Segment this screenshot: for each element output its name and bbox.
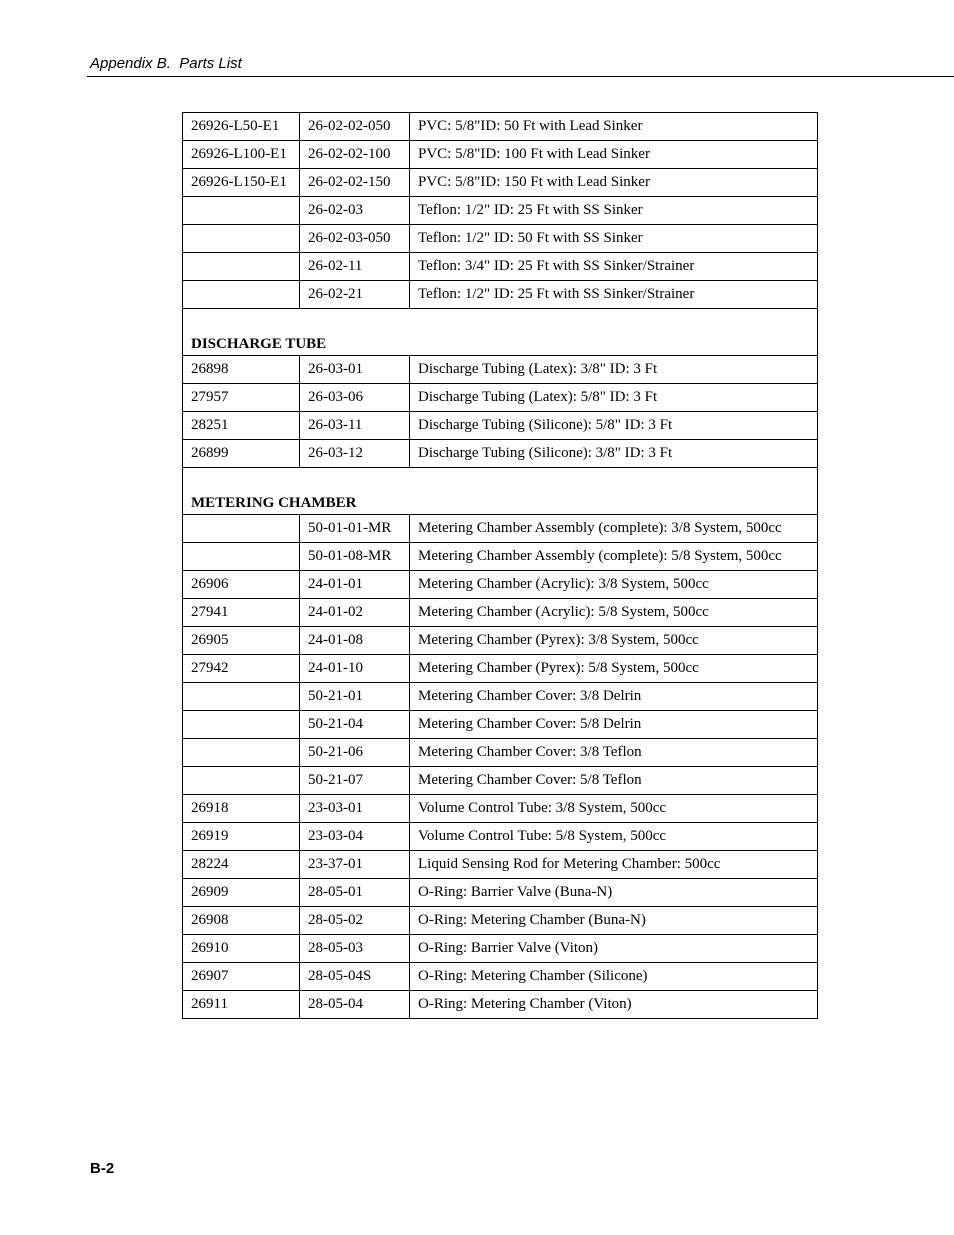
table-row (183, 412, 818, 440)
catalog-number-cell: 50-01-01-MR (300, 515, 410, 543)
description-cell: Metering Chamber (Acrylic): 3/8 System, 500cc (410, 571, 818, 599)
table-row (183, 655, 818, 683)
catalog-number-cell: 28-05-04 (300, 991, 410, 1019)
part-number-cell: 26911 (183, 991, 300, 1019)
table-row (183, 963, 818, 991)
description-cell: O-Ring: Metering Chamber (Silicone) (410, 963, 818, 991)
table-row (183, 711, 818, 739)
catalog-number-cell: 28-05-04S (300, 963, 410, 991)
table-row (183, 384, 818, 412)
catalog-number-cell: 24-01-02 (300, 599, 410, 627)
table-row (183, 253, 818, 281)
description-cell: Discharge Tubing (Silicone): 5/8" ID: 3 Ft (410, 412, 818, 440)
catalog-number-cell: 26-02-03 (300, 197, 410, 225)
catalog-number-cell: 26-03-06 (300, 384, 410, 412)
catalog-number-cell: 26-02-03-050 (300, 225, 410, 253)
catalog-number-cell: 26-02-02-050 (300, 113, 410, 141)
parts-table (182, 112, 818, 1019)
description-cell: Metering Chamber (Acrylic): 5/8 System, 500cc (410, 599, 818, 627)
part-number-cell: 27942 (183, 655, 300, 683)
header-rule (87, 76, 954, 77)
section-heading-row (183, 309, 818, 356)
running-header: Appendix B. Parts List (90, 55, 242, 72)
description-cell: Discharge Tubing (Latex): 5/8" ID: 3 Ft (410, 384, 818, 412)
description-cell: Discharge Tubing (Latex): 3/8" ID: 3 Ft (410, 356, 818, 384)
part-number-cell: 26910 (183, 935, 300, 963)
catalog-number-cell: 23-03-04 (300, 823, 410, 851)
catalog-number-cell: 50-21-01 (300, 683, 410, 711)
catalog-number-cell: 23-03-01 (300, 795, 410, 823)
table-row (183, 440, 818, 468)
table-row (183, 197, 818, 225)
description-cell: Metering Chamber Cover: 3/8 Teflon (410, 739, 818, 767)
table-row (183, 795, 818, 823)
table-row (183, 571, 818, 599)
catalog-number-cell: 26-03-01 (300, 356, 410, 384)
page-number: B-2 (90, 1160, 115, 1177)
part-number-cell: 28224 (183, 851, 300, 879)
description-cell: Metering Chamber (Pyrex): 3/8 System, 500cc (410, 627, 818, 655)
description-cell: Metering Chamber (Pyrex): 5/8 System, 500cc (410, 655, 818, 683)
part-number-cell: 26926-L50-E1 (183, 113, 300, 141)
description-cell: PVC: 5/8"ID: 50 Ft with Lead Sinker (410, 113, 818, 141)
table-row (183, 225, 818, 253)
section-heading: METERING CHAMBER (183, 468, 818, 515)
table-row (183, 113, 818, 141)
catalog-number-cell: 28-05-02 (300, 907, 410, 935)
description-cell: O-Ring: Metering Chamber (Viton) (410, 991, 818, 1019)
part-number-cell: 26926-L100-E1 (183, 141, 300, 169)
table-row (183, 515, 818, 543)
table-row (183, 599, 818, 627)
catalog-number-cell: 26-03-12 (300, 440, 410, 468)
part-number-cell (183, 515, 300, 543)
description-cell: Volume Control Tube: 5/8 System, 500cc (410, 823, 818, 851)
section-heading-row (183, 468, 818, 515)
description-cell: Metering Chamber Cover: 5/8 Teflon (410, 767, 818, 795)
part-number-cell: 26919 (183, 823, 300, 851)
catalog-number-cell: 26-02-11 (300, 253, 410, 281)
part-number-cell: 26899 (183, 440, 300, 468)
part-number-cell: 27941 (183, 599, 300, 627)
catalog-number-cell: 50-21-06 (300, 739, 410, 767)
catalog-number-cell: 24-01-08 (300, 627, 410, 655)
table-row (183, 169, 818, 197)
part-number-cell (183, 543, 300, 571)
part-number-cell (183, 683, 300, 711)
description-cell: PVC: 5/8"ID: 150 Ft with Lead Sinker (410, 169, 818, 197)
part-number-cell: 26909 (183, 879, 300, 907)
description-cell: O-Ring: Barrier Valve (Viton) (410, 935, 818, 963)
description-cell: PVC: 5/8"ID: 100 Ft with Lead Sinker (410, 141, 818, 169)
part-number-cell: 26906 (183, 571, 300, 599)
catalog-number-cell: 23-37-01 (300, 851, 410, 879)
table-row (183, 907, 818, 935)
catalog-number-cell: 24-01-10 (300, 655, 410, 683)
description-cell: Metering Chamber Assembly (complete): 5/8 System, 500cc (410, 543, 818, 571)
table-row (183, 627, 818, 655)
part-number-cell: 26908 (183, 907, 300, 935)
part-number-cell (183, 767, 300, 795)
catalog-number-cell: 26-03-11 (300, 412, 410, 440)
description-cell: Teflon: 1/2" ID: 25 Ft with SS Sinker/Strainer (410, 281, 818, 309)
table-row (183, 683, 818, 711)
description-cell: Teflon: 1/2" ID: 50 Ft with SS Sinker (410, 225, 818, 253)
description-cell: Teflon: 1/2" ID: 25 Ft with SS Sinker (410, 197, 818, 225)
table-row (183, 739, 818, 767)
section-heading: DISCHARGE TUBE (183, 309, 818, 356)
description-cell: Teflon: 3/4" ID: 25 Ft with SS Sinker/Strainer (410, 253, 818, 281)
table-row (183, 356, 818, 384)
part-number-cell (183, 225, 300, 253)
description-cell: O-Ring: Barrier Valve (Buna-N) (410, 879, 818, 907)
catalog-number-cell: 50-21-07 (300, 767, 410, 795)
part-number-cell: 26926-L150-E1 (183, 169, 300, 197)
description-cell: Metering Chamber Cover: 5/8 Delrin (410, 711, 818, 739)
part-number-cell: 27957 (183, 384, 300, 412)
catalog-number-cell: 26-02-02-100 (300, 141, 410, 169)
catalog-number-cell: 50-21-04 (300, 711, 410, 739)
part-number-cell (183, 197, 300, 225)
part-number-cell (183, 711, 300, 739)
parts-table-body (183, 113, 818, 1019)
table-row (183, 141, 818, 169)
part-number-cell: 26898 (183, 356, 300, 384)
description-cell: Discharge Tubing (Silicone): 3/8" ID: 3 Ft (410, 440, 818, 468)
part-number-cell: 26918 (183, 795, 300, 823)
description-cell: O-Ring: Metering Chamber (Buna-N) (410, 907, 818, 935)
part-number-cell: 28251 (183, 412, 300, 440)
catalog-number-cell: 26-02-21 (300, 281, 410, 309)
table-row (183, 767, 818, 795)
table-row (183, 543, 818, 571)
table-row (183, 851, 818, 879)
description-cell: Volume Control Tube: 3/8 System, 500cc (410, 795, 818, 823)
part-number-cell (183, 739, 300, 767)
table-row (183, 281, 818, 309)
catalog-number-cell: 24-01-01 (300, 571, 410, 599)
catalog-number-cell: 28-05-03 (300, 935, 410, 963)
description-cell: Liquid Sensing Rod for Metering Chamber: 500cc (410, 851, 818, 879)
part-number-cell (183, 281, 300, 309)
catalog-number-cell: 28-05-01 (300, 879, 410, 907)
part-number-cell (183, 253, 300, 281)
catalog-number-cell: 26-02-02-150 (300, 169, 410, 197)
part-number-cell: 26905 (183, 627, 300, 655)
table-row (183, 935, 818, 963)
description-cell: Metering Chamber Cover: 3/8 Delrin (410, 683, 818, 711)
table-row (183, 823, 818, 851)
catalog-number-cell: 50-01-08-MR (300, 543, 410, 571)
description-cell: Metering Chamber Assembly (complete): 3/8 System, 500cc (410, 515, 818, 543)
table-row (183, 991, 818, 1019)
table-row (183, 879, 818, 907)
part-number-cell: 26907 (183, 963, 300, 991)
